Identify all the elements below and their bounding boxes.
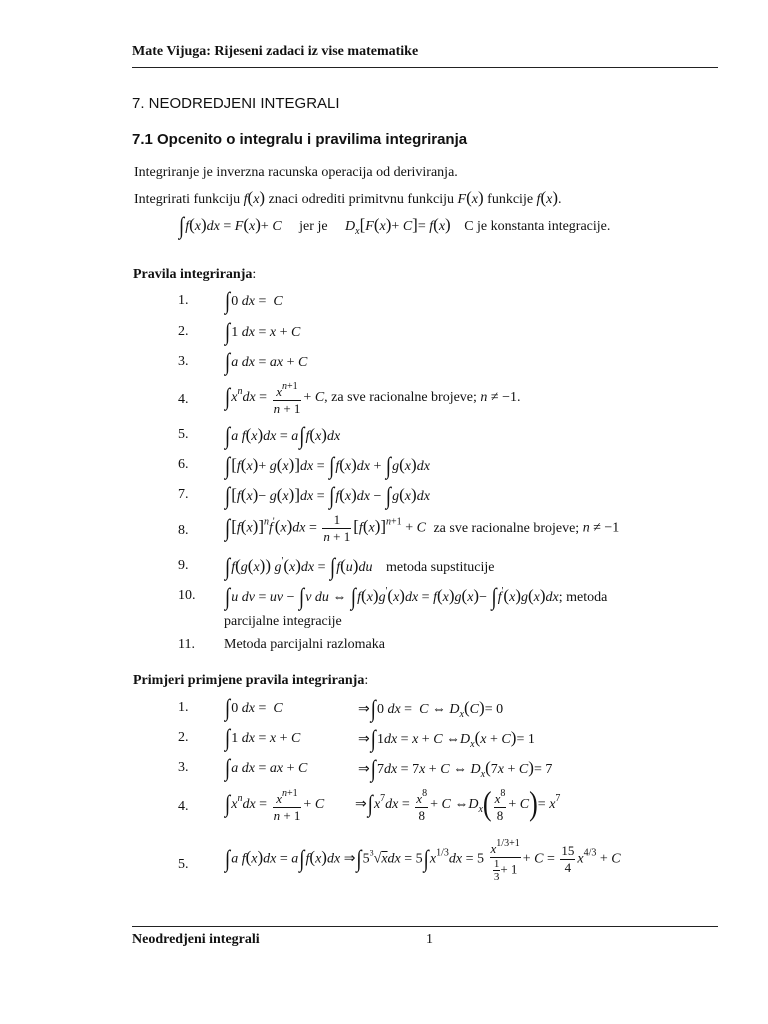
rule-number-3: 3.: [178, 354, 189, 369]
example-number-5: 5.: [178, 857, 189, 872]
rule-number-10: 10.: [178, 588, 196, 603]
rule-10-note-2: parcijalne integracije: [224, 614, 342, 629]
examples-heading: Primjeri primjene pravila integriranja:: [133, 673, 369, 688]
running-header: Mate Vijuga: Rijeseni zadaci iz vise matematike: [132, 44, 419, 59]
rules-heading: Pravila integriranja:: [133, 267, 257, 282]
footer-title: Neodredjeni integrali: [132, 932, 260, 947]
rule-1-formula: ∫0 dx = C: [225, 288, 283, 315]
rule-5-formula: ∫a f(x)dx = a∫f(x)dx: [225, 423, 341, 450]
example-3-formula: ⇒∫7dx = 7x + C ⇔ $D_x(7x + C)= 7$: [358, 756, 553, 783]
example-4-rule: $\int x^ndx$ = $\frac{x^{n+1}}{n + 1}$ + C: [225, 788, 325, 823]
rule-number-9: 9.: [178, 558, 189, 573]
rule-8-formula: $\int[f(x)]^nf'(x)dx$ = $\frac{1}{n + 1}$ $[f(x)]^{n+1} + C$ za sve racionalne brojeve; n ≠ −1: [225, 512, 620, 544]
rule-number-5: 5.: [178, 427, 189, 442]
rules-heading-text: Pravila integriranja: [133, 267, 253, 282]
rule-8-note: za sve racionalne brojeve;: [433, 520, 580, 536]
example-2-formula: ⇒∫1dx = x + C $\Leftrightarrow D_x(x + C)= 1$: [358, 726, 535, 753]
rule-7-formula: ∫[f(x)− g(x)]dx = ∫f(x)dx − ∫g(x)dx: [225, 483, 430, 510]
rule-2-formula: ∫1 dx = x + C: [225, 319, 301, 346]
example-4-formula: $\Rightarrow\int x^7dx$ = $\frac{x^8}{8}$ + C $\Leftrightarrow D_x$( $\frac{x^8}{8}$ + $C)= x^7$: [355, 784, 561, 823]
rule-9-note: metoda supstitucije: [385, 560, 495, 575]
rule-6-formula: ∫[f(x)+ g(x)]dx = ∫f(x)dx + ∫g(x)dx: [225, 453, 430, 480]
rule-number-1: 1.: [178, 293, 189, 308]
rule-9-formula: ∫f(g(x)) g'(x)dx = ∫f(u)du metoda supstitucije: [225, 554, 495, 581]
rule-10-note: metoda: [566, 590, 608, 605]
intro-line-2c: funkcije: [487, 192, 534, 207]
intro-line-2a: Integrirati funkciju: [134, 192, 241, 207]
rule-number-6: 6.: [178, 457, 189, 472]
example-number-1: 1.: [178, 700, 189, 715]
rule-number-2: 2.: [178, 324, 189, 339]
header-rule: [132, 67, 718, 68]
intro-line-2: Integrirati funkciju f(x) znaci odrediti primitvnu funkciju F(x) funkcije f(x).: [134, 188, 562, 207]
page-number: 1: [426, 932, 433, 947]
rule-4-formula: $\int x^ndx$ = $\frac{x^{n+1}}{n + 1}$ + C, za sve racionalne brojeve; n ≠ −1.: [225, 381, 521, 416]
chapter-title: 7. NEODREDJENI INTEGRALI: [132, 95, 340, 112]
footer-rule: [132, 926, 718, 927]
jer-je-text: jer je: [299, 219, 328, 234]
definition-formula: ∫f(x)dx = F(x)+ C jer je $D_x[F(x)+ C]= f(x)$ C je konstanta integracije.: [179, 213, 611, 240]
example-number-3: 3.: [178, 760, 189, 775]
example-3-rule: ∫a dx = ax + C: [225, 755, 308, 782]
example-number-4: 4.: [178, 799, 189, 814]
example-5-formula: ∫a f(x)dx = a∫f(x)dx $\Rightarrow\int 5^3√xdx = 5\int x^{1/3}dx = 5$ $x^{1/3+1}$ $\frac{1}{3}$ + 1 + C = $\frac{15}{4}$ $x^{4/3} + C$: [225, 838, 621, 883]
example-1-rule: ∫0 dx = C: [225, 695, 283, 722]
example-1-formula: ⇒∫0 dx = C ⇔ $D_x(C)= 0$: [358, 696, 504, 723]
examples-heading-text: Primjeri primjene pravila integriranja: [133, 673, 365, 688]
intro-line-2b: znaci odrediti primitvnu funkciju: [268, 192, 455, 207]
rule-number-8: 8.: [178, 523, 189, 538]
rule-4-note: za sve racionalne brojeve;: [331, 390, 477, 406]
rule-3-formula: ∫a dx = ax + C: [225, 349, 308, 376]
rule-number-11: 11.: [178, 637, 195, 652]
intro-line-1: Integriranje je inverzna racunska operacija od deriviranja.: [134, 165, 458, 180]
example-number-2: 2.: [178, 730, 189, 745]
section-title: 7.1 Opcenito o integralu i pravilima integriranja: [132, 131, 468, 148]
rule-number-4: 4.: [178, 392, 189, 407]
rule-10-formula: ∫u dv = uv − ∫v du ⇔ ∫f(x)g'(x)dx = f(x)g(x)− ∫f'(x)g(x)dx; metoda: [225, 584, 608, 611]
constant-note: C je konstanta integracije.: [464, 219, 611, 234]
rule-number-7: 7.: [178, 487, 189, 502]
example-2-rule: ∫1 dx = x + C: [225, 725, 301, 752]
rule-11-text: Metoda parcijalni razlomaka: [224, 637, 385, 652]
